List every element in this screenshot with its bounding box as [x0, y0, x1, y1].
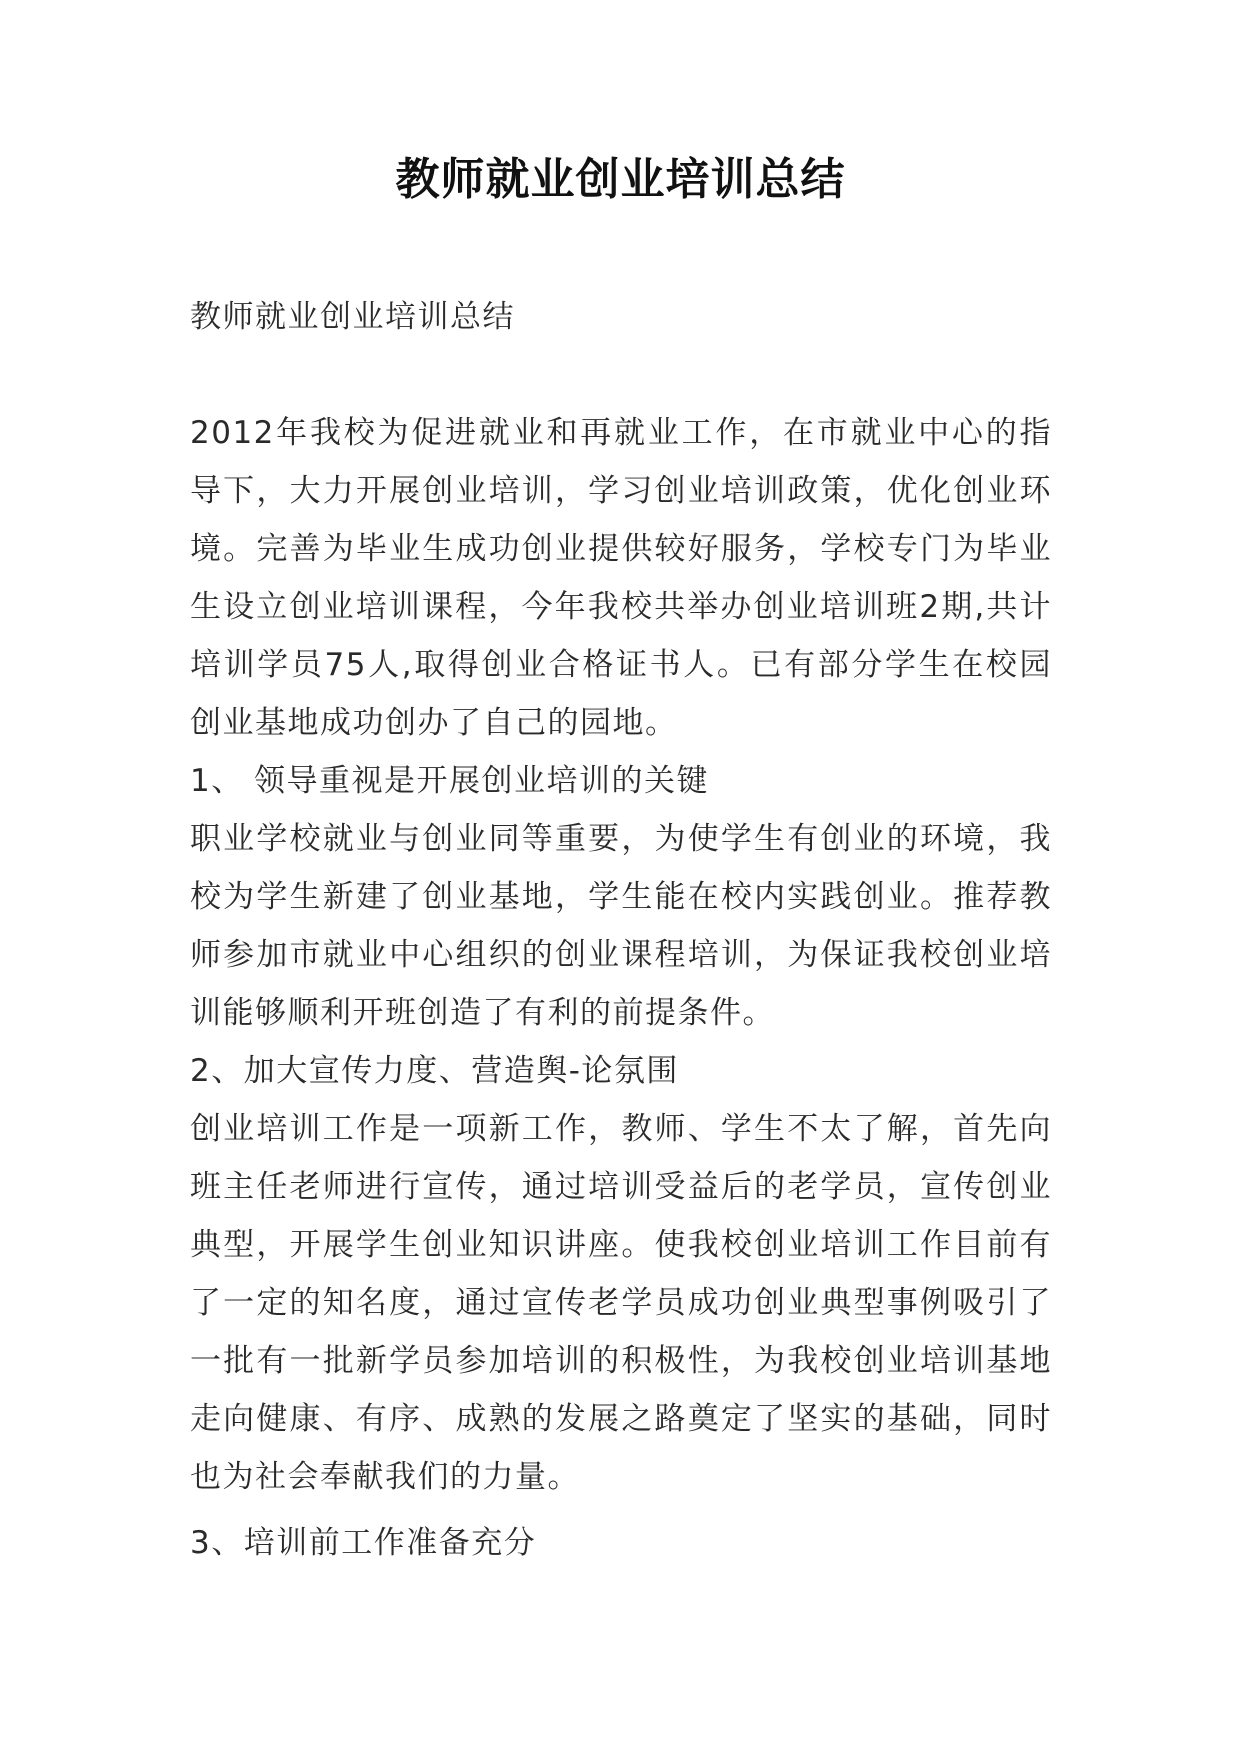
document-title: 教师就业创业培训总结 [395, 154, 846, 205]
section-1-paragraph: 职业学校就业与创业同等重要，为使学生有创业的环境，我校为学生新建了创业基地，学生能在校内实践创业。推荐教师参加市就业中心组织的创业课程培训，为保证我校创业培训能够顺利开班创造了有利的前提条件。 [190, 821, 1052, 1031]
section-2-paragraph: 创业培训工作是一项新工作，教师、学生不太了解，首先向班主任老师进行宣传，通过培训受益后的老学员，宣传创业典型，开展学生创业知识讲座。使我校创业培训工作目前有了一定的知名度，通过宣传老学员成功创业典型事例吸引了一批有一批新学员参加培训的积极性，为我校创业培训基地走向健康、有序、成熟的发展之路奠定了坚实的基础，同时也为社会奉献我们的力量。 [190, 1111, 1052, 1495]
section-2-heading: 2、加大宣传力度、营造舆-论氛围 [190, 1053, 679, 1089]
document-body [190, 288, 1052, 1572]
section-3-heading: 3、培训前工作准备充分 [190, 1525, 537, 1561]
document-subtitle: 教师就业创业培训总结 [190, 299, 515, 335]
section-1-heading [190, 752, 1052, 810]
intro-paragraph: 2012年我校为促进就业和再就业工作，在市就业中心的指导下，大力开展创业培训，学习创业培训政策，优化创业环境。完善为毕业生成功创业提供较好服务，学校专门为毕业生设立创业培训课程，今年我校共举办创业培训班2期,共计培训学员75人,取得创业合格证书人。已有部分学生在校园创业基地成功创办了自己的园地。 [190, 415, 1052, 741]
section-1-heading-text: 领导重视是开展创业培训的关键 [254, 763, 709, 799]
section-1-number: 1、 [190, 763, 244, 799]
